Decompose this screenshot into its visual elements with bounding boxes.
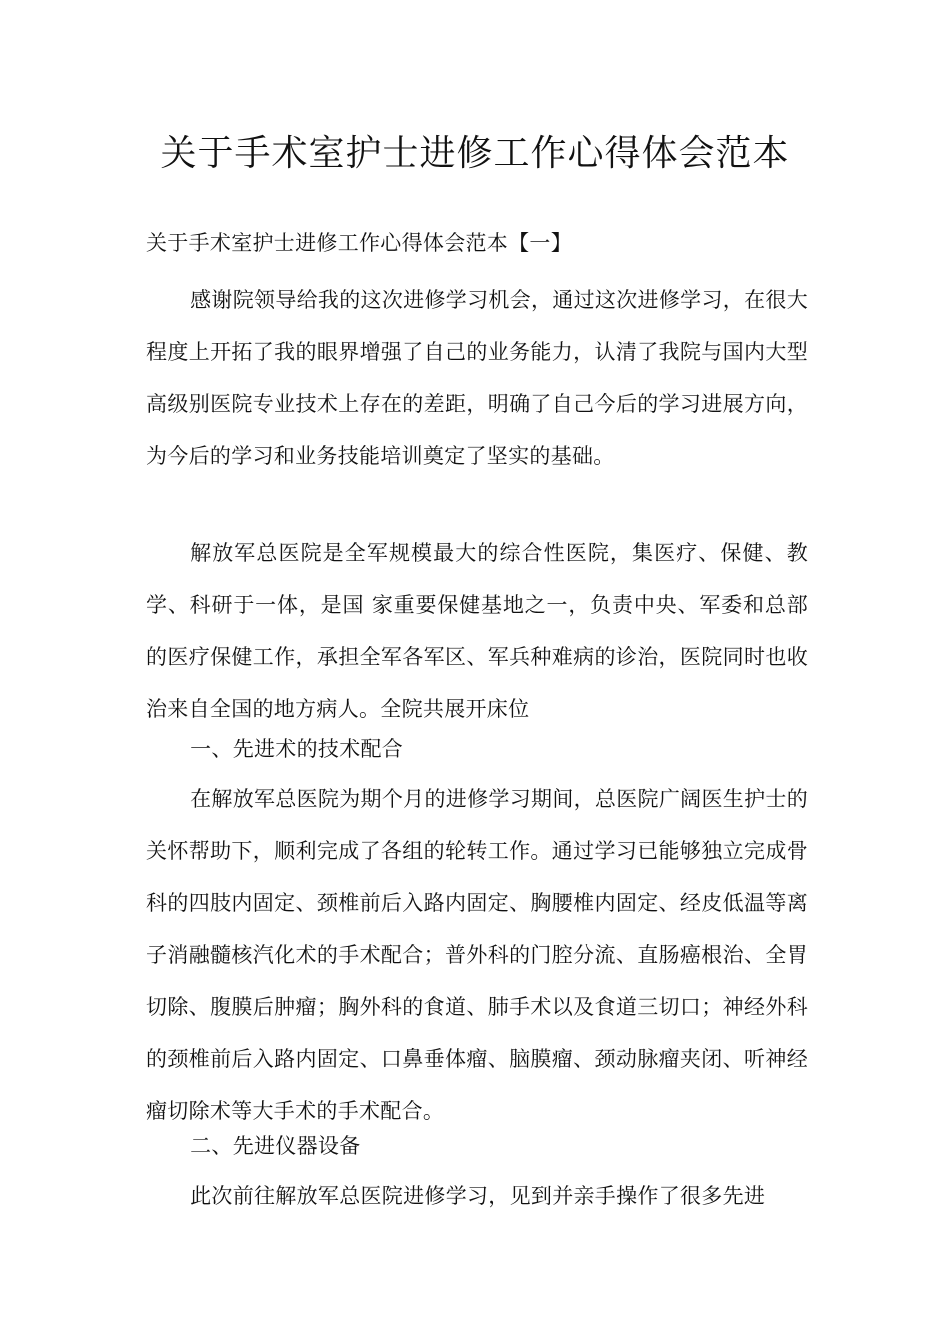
paragraph-intro: 感谢院领导给我的这次进修学习机会，通过这次进修学习，在很大程度上开拓了我的眼界增强了自己的业务能力，认清了我院与国内大型高级别医院专业技术上存在的差距，明确了自己今后的学习进展方向，为今后的学习和业务技能培训奠定了坚实的基础。 [146,288,808,468]
subheading-technique: 一、先进术的技术配合 [190,737,404,761]
paragraph-equipment: 此次前往解放军总医院进修学习，见到并亲手操作了很多先进 [190,1184,766,1208]
paragraph-rotation: 在解放军总医院为期个月的进修学习期间，总医院广阔医生护士的关怀帮助下，顺利完成了各组的轮转工作。通过学习已能够独立完成骨科的四肢内固定、颈椎前后入路内固定、胸腰椎内固定、经皮低温等离子消融髓核汽化术的手术配合；普外科的门腔分流、直肠癌根治、全胃切除、腹膜后肿瘤；胸外科的食道、肺手术以及食道三切口；神经外科的颈椎前后入路内固定、口鼻垂体瘤、脑膜瘤、颈动脉瘤夹闭、听神经瘤切除术等大手术的手术配合。 [146,787,808,1123]
paragraph-hospital: 解放军总医院是全军规模最大的综合性医院，集医疗、保健、教学、科研于一体，是国 家重要保健基地之一，负责中央、军委和总部的医疗保健工作，承担全军各军区、军兵种难病的诊治，医院同时也收治来自全国的地方病人。全院共展开床位 [146,541,808,721]
document-title: 关于手术室护士进修工作心得体会范本 [160,133,790,174]
subheading-equipment: 二、先进仪器设备 [190,1134,361,1158]
section-heading: 关于手术室护士进修工作心得体会范本【一】 [146,231,572,255]
